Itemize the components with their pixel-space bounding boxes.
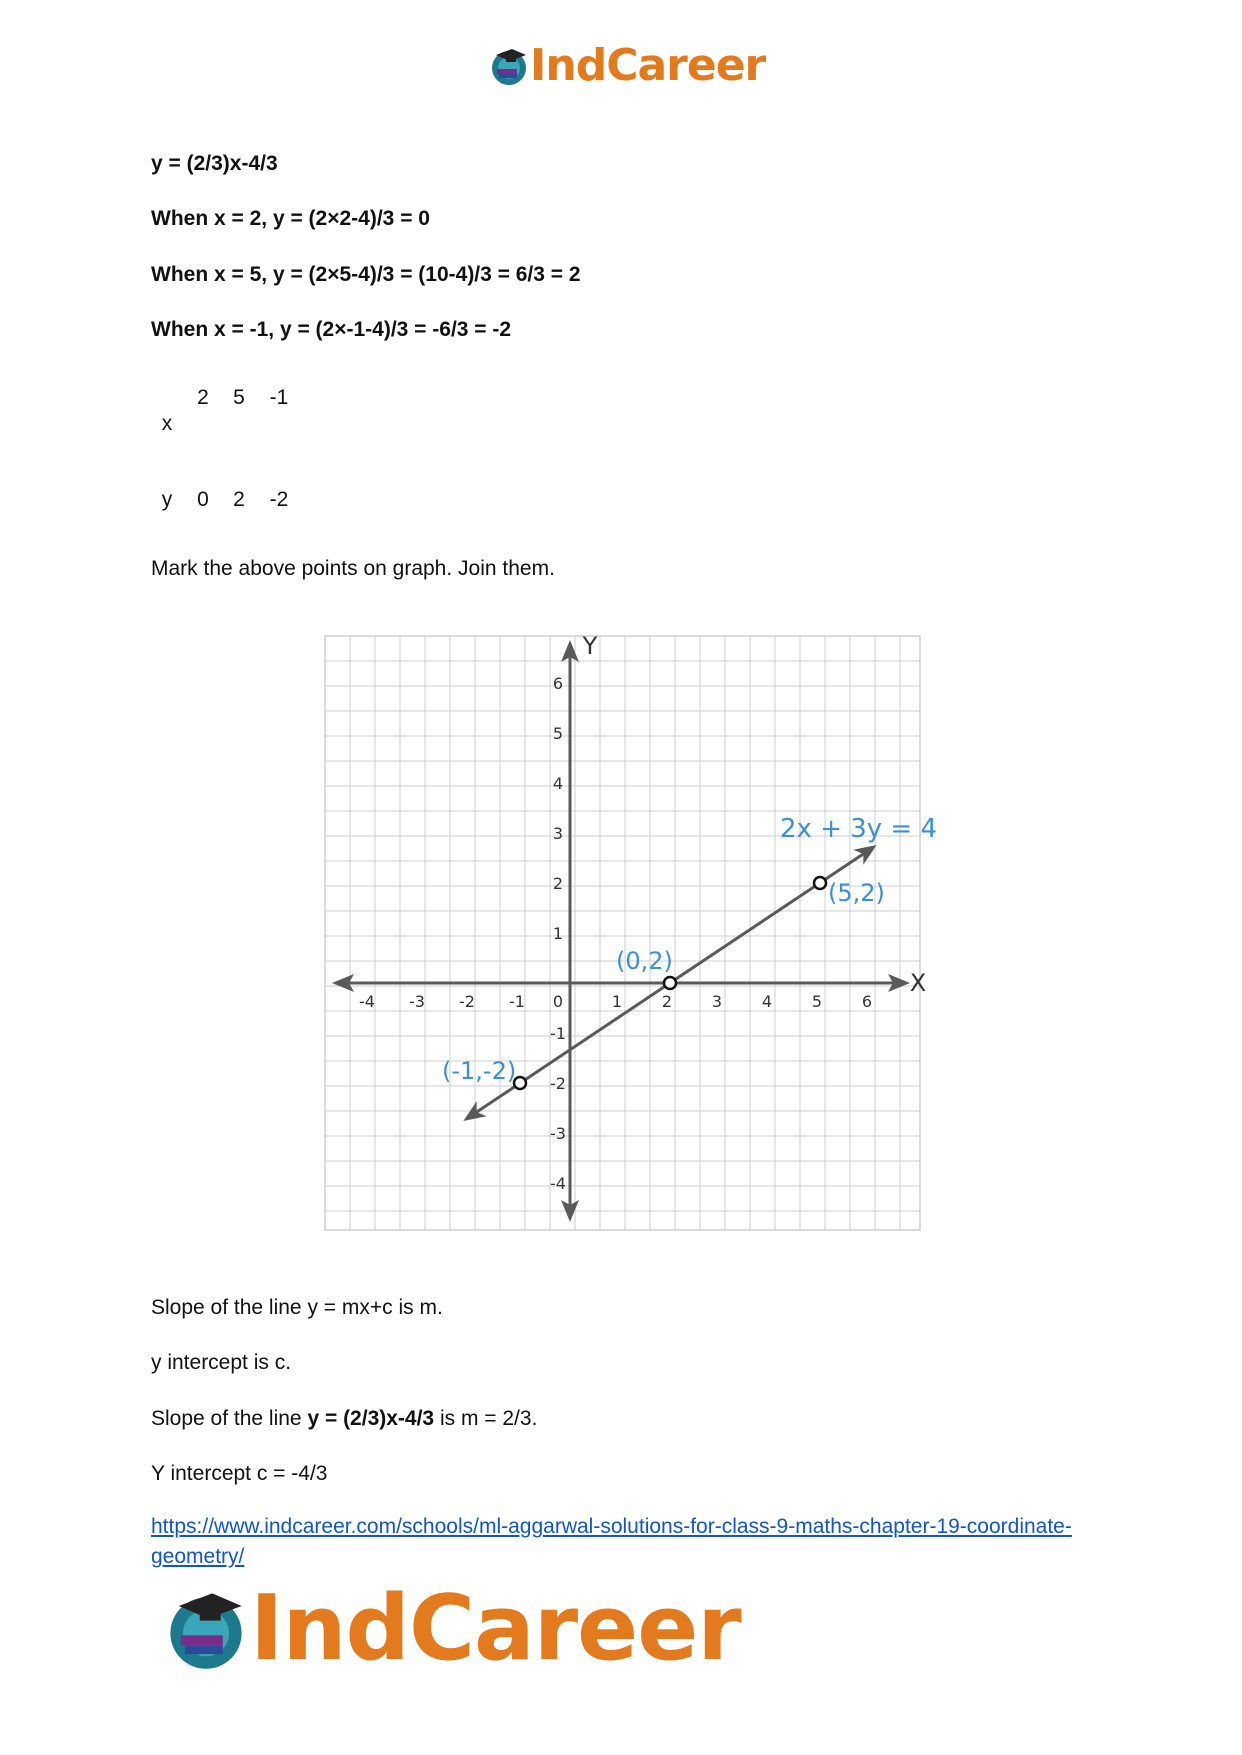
- y-tick-label: 1: [552, 924, 564, 943]
- note-slope-definition: Slope of the line y = mx+c is m.: [151, 1296, 443, 1319]
- series-name-label: 2x + 3y = 4: [780, 814, 938, 844]
- equation-line-2: When x = 2, y = (2×2-4)/3 = 0: [151, 207, 430, 230]
- note-intercept-definition: y intercept is c.: [151, 1351, 292, 1374]
- logo-emblem-icon: [488, 45, 530, 87]
- equation-line-4: When x = -1, y = (2×-1-4)/3 = -6/3 = -2: [151, 318, 512, 341]
- header-logo: [488, 40, 765, 91]
- coordinate-graph: [320, 630, 938, 1230]
- x-tick-label: -4: [359, 992, 375, 1011]
- table-y-value: 0: [197, 488, 209, 511]
- y-tick-label: 6: [552, 674, 564, 693]
- x-tick-label: -1: [509, 992, 525, 1011]
- table-x-value: -1: [269, 386, 289, 409]
- note-slope-equation: y = (2/3)x-4/3: [307, 1407, 435, 1430]
- series-arrow-end: [853, 845, 876, 865]
- table-x-label: x: [161, 412, 173, 435]
- grid-border: [325, 636, 920, 1230]
- table-x-value: 5: [233, 386, 245, 409]
- y-tick-label: -1: [550, 1024, 566, 1043]
- data-point: [664, 977, 676, 989]
- equation-line-1: y = (2/3)x-4/3: [151, 152, 278, 175]
- y-axis-label: Y: [582, 632, 598, 660]
- note-intercept-value: Y intercept c = -4/3: [151, 1462, 328, 1485]
- x-tick-label: 4: [761, 992, 773, 1011]
- logo-emblem-icon: [162, 1585, 250, 1673]
- table-x-value: 2: [197, 386, 209, 409]
- y-tick-label: 4: [552, 774, 564, 793]
- x-tick-label: 5: [811, 992, 823, 1011]
- footer-logo: [162, 1576, 741, 1681]
- y-tick-label: 3: [552, 824, 564, 843]
- data-point: [814, 877, 826, 889]
- y-tick-label: 5: [552, 724, 564, 743]
- footer-logo-text: IndCareer: [250, 1576, 741, 1681]
- x-tick-label: 6: [861, 992, 873, 1011]
- x-tick-label: -3: [409, 992, 425, 1011]
- x-tick-label: 3: [711, 992, 723, 1011]
- equation-line-3: When x = 5, y = (2×5-4)/3 = (10-4)/3 = 6/3 = 2: [151, 263, 581, 286]
- y-tick-label: -2: [550, 1074, 566, 1093]
- x-tick-label: -2: [459, 992, 475, 1011]
- table-y-value: -2: [269, 488, 289, 511]
- source-link[interactable]: https://www.indcareer.com/schools/ml-aggarwal-solutions-for-class-9-maths-chapter-19-coordinate-geometry/: [151, 1515, 1072, 1568]
- y-tick-label: -4: [550, 1174, 566, 1193]
- data-point-label: (0,2): [616, 947, 673, 975]
- origin-label: 0: [552, 992, 564, 1011]
- data-point-label: (5,2): [828, 879, 885, 907]
- x-tick-label: 2: [661, 992, 673, 1011]
- data-point-label: (-1,-2): [442, 1057, 517, 1085]
- note-slope-suffix: is m = 2/3.: [434, 1407, 538, 1430]
- note-slope-prefix: Slope of the line: [151, 1407, 308, 1430]
- y-tick-label: -3: [550, 1124, 566, 1143]
- x-axis-label: X: [909, 969, 927, 997]
- table-y-label: y: [161, 488, 173, 511]
- header-logo-text: IndCareer: [530, 40, 766, 91]
- instruction-text: Mark the above points on graph. Join them.: [151, 557, 555, 580]
- table-y-value: 2: [233, 488, 245, 511]
- note-slope-value: [151, 1407, 537, 1431]
- x-tick-label: 1: [611, 992, 623, 1011]
- y-tick-label: 2: [552, 874, 564, 893]
